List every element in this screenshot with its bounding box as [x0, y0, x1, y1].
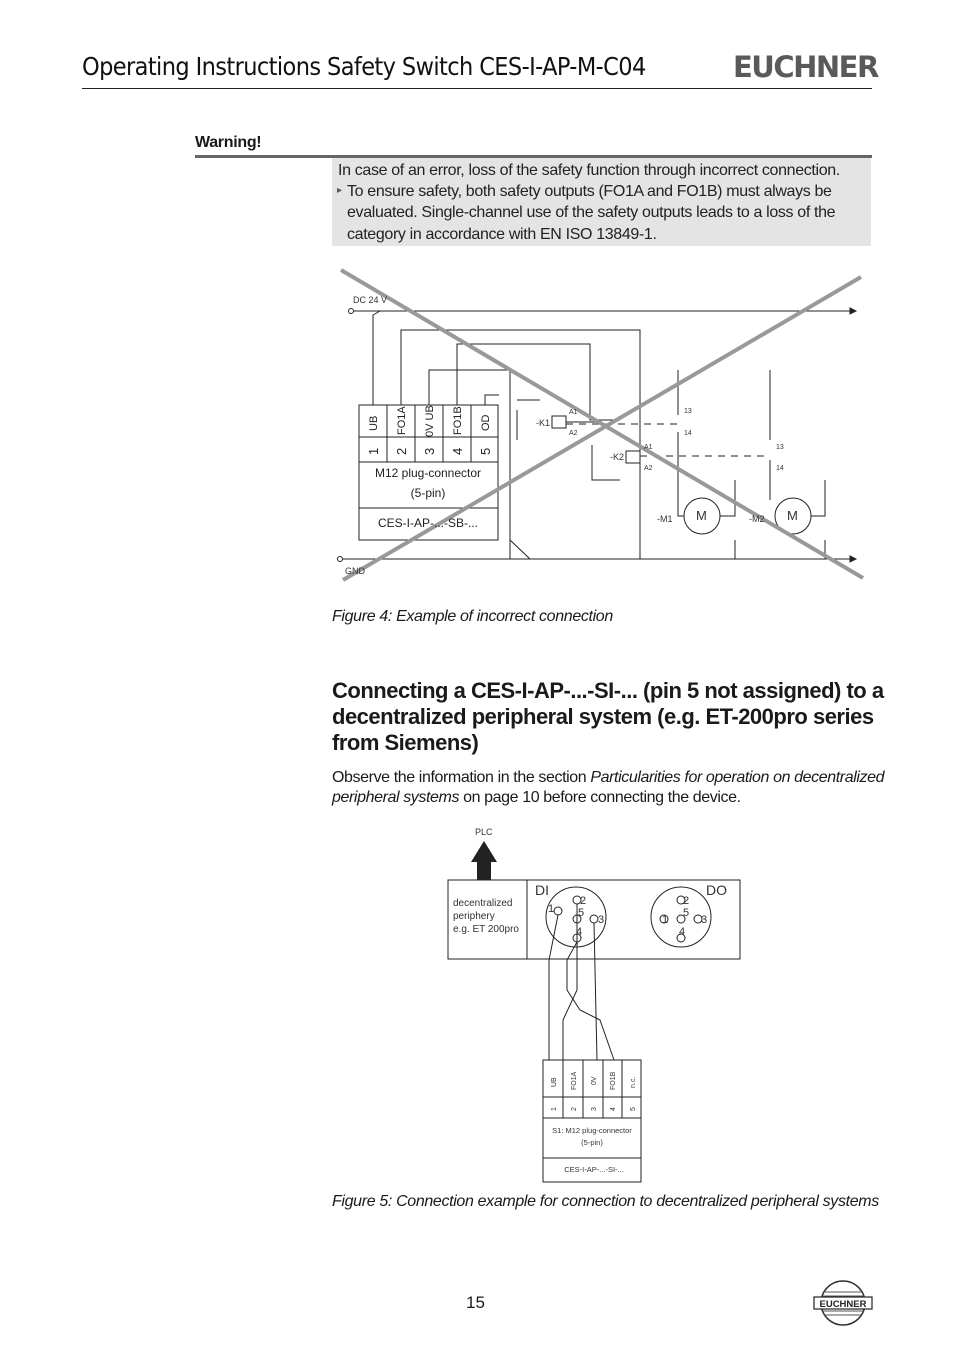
f5-connector-pins-label: (5-pin): [581, 1138, 603, 1147]
euchner-logo: EUCHNER: [733, 50, 878, 84]
pin-name-od: OD: [480, 414, 492, 431]
di-pin-3: 3: [598, 914, 605, 926]
periphery-label-line3: e.g. ET 200pro: [453, 924, 519, 935]
figure4-caption: Figure 4: Example of incorrect connection: [332, 608, 613, 625]
periphery-label-line1: decentralized: [453, 898, 513, 909]
k2-contact-14-label: 14: [776, 465, 784, 472]
k1-a1-label: A1: [569, 409, 578, 416]
f5-device-label: CES-I-AP-...-SI-...: [564, 1165, 624, 1174]
paragraph-text-cont: on page 10 before connecting the device.: [459, 789, 741, 806]
di-label: DI: [535, 882, 549, 898]
f5-pin-num-1: 1: [551, 1107, 558, 1111]
pin-name-fo1a: FO1A: [396, 406, 408, 435]
bullet-arrow-icon: ▸: [337, 185, 342, 196]
k2-a1-label: A1: [644, 444, 653, 451]
footer-logo-text: EUCHNER: [819, 1299, 867, 1310]
paragraph-reference-cont: peripheral systems: [332, 789, 460, 806]
f5-pin-num-4: 4: [610, 1107, 617, 1111]
m2-label: -M2: [749, 514, 765, 524]
document-title: Operating Instructions Safety Switch CES-I-AP-M-C04: [82, 52, 646, 81]
di-pin-4: 4: [576, 926, 583, 938]
pin-name-ub: UB: [368, 415, 380, 431]
pin-num-1: 1: [366, 447, 381, 455]
connector-pins-label: (5-pin): [410, 486, 446, 500]
periphery-label-line2: periphery: [453, 911, 495, 922]
pin-num-5: 5: [478, 447, 493, 455]
m2-motor-symbol: M: [787, 508, 798, 523]
connector-label: M12 plug-connector: [374, 466, 482, 480]
section-heading: Connecting a CES-I-AP-...-SI-... (pin 5 not assigned) to a decentralized peripheral system (e.g. ET-200pro series from Siemens): [332, 678, 884, 755]
pin-num-3: 3: [422, 447, 437, 455]
paragraph-text: Observe the information in the section: [332, 769, 591, 786]
k1-contact-14-label: 14: [684, 430, 692, 437]
figure5-caption: Figure 5: Connection example for connection to decentralized peripheral systems: [332, 1193, 879, 1210]
k2-label: -K2: [610, 452, 625, 462]
ground-label: GND: [345, 566, 365, 576]
k2-contact-13-label: 13: [776, 444, 784, 451]
warning-text-line1: In case of an error, loss of the safety function through incorrect connection.: [338, 162, 840, 179]
f5-pin-name-ub: UB: [551, 1077, 558, 1087]
pin-num-2: 2: [394, 447, 409, 455]
pin-num-4: 4: [450, 447, 465, 455]
f5-connector-label: S1: M12 plug-connector: [552, 1126, 632, 1135]
supply-label: DC 24 V: [353, 295, 388, 305]
f5-pin-num-2: 2: [571, 1107, 578, 1111]
m1-label: -M1: [657, 514, 673, 524]
pin-name-fo1b: FO1B: [452, 406, 464, 435]
euchner-footer-logo: [812, 1278, 874, 1328]
k1-a2-label: A2: [569, 430, 578, 437]
do-pin-2: 2: [683, 895, 690, 907]
di-pin-5: 5: [578, 907, 585, 919]
di-pin-1: 1: [548, 903, 555, 915]
k2-a2-label: A2: [644, 465, 653, 472]
warning-text-line2: To ensure safety, both safety outputs (FO1A and FO1B) must always be: [347, 183, 832, 200]
paragraph-reference: Particularities for operation on decentralized: [590, 769, 885, 786]
do-pin-4: 4: [679, 926, 686, 938]
f5-pin-num-5: 5: [630, 1107, 637, 1111]
page-number: 15: [466, 1293, 485, 1312]
warning-title: Warning!: [195, 134, 262, 151]
device-label: CES-I-AP-...-SB-...: [377, 516, 479, 530]
do-label: DO: [706, 882, 727, 898]
warning-text-line3: evaluated. Single-channel use of the safety outputs leads to a loss of the: [347, 204, 836, 221]
f5-pin-name-0v: 0V: [591, 1076, 598, 1085]
m1-motor-symbol: M: [696, 508, 707, 523]
k1-label: -K1: [536, 418, 551, 428]
f5-pin-num-3: 3: [591, 1107, 598, 1111]
pin-name-0vub: 0V UB: [424, 405, 436, 437]
f5-pin-name-fo1b: FO1B: [610, 1071, 617, 1090]
do-pin-3: 3: [701, 914, 708, 926]
warning-text-line4: category in accordance with EN ISO 13849-1.: [347, 226, 657, 243]
f5-pin-name-fo1a: FO1A: [571, 1071, 578, 1090]
k1-contact-13-label: 13: [684, 408, 692, 415]
do-pin-5: 5: [683, 907, 690, 919]
plc-label: PLC: [475, 827, 493, 837]
do-pin-1: 1: [662, 914, 669, 926]
di-pin-2: 2: [580, 895, 587, 907]
f5-pin-name-nc: n.c.: [630, 1076, 637, 1088]
